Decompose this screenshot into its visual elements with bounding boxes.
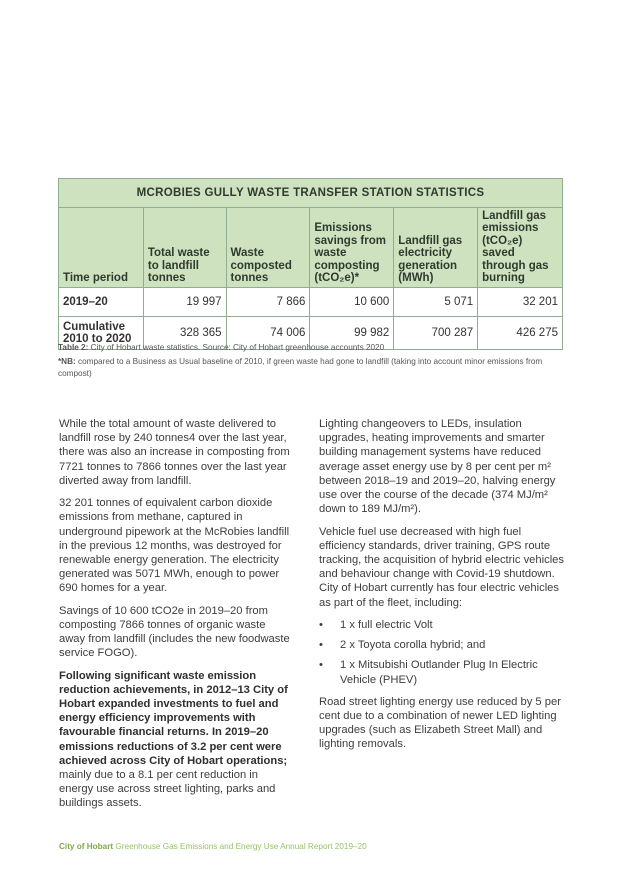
list-item-text: 1 x full electric Volt <box>340 618 433 631</box>
page-footer <box>59 842 367 851</box>
paragraph: Savings of 10 600 tCO2e in 2019–20 from composting 7866 tonnes of organic waste away from landfill (includes the new foodwaste service FOGO). <box>59 604 290 660</box>
table-cell: 19 997 <box>143 288 226 317</box>
list-item <box>319 658 565 686</box>
table-cell: 74 006 <box>226 317 310 350</box>
table-cell: 328 365 <box>143 317 226 350</box>
table-caption <box>58 342 568 382</box>
table-cell: 7 866 <box>226 288 310 317</box>
paragraph: mainly due to a 8.1 per cent reduction in energy use across street lighting, parks and buildings assets. <box>59 769 276 810</box>
header-emissions-savings: Emissions savings from waste composting (tCO₂e)* <box>310 208 394 288</box>
table-cell: 700 287 <box>394 317 478 350</box>
left-text-column <box>59 417 291 819</box>
bold-paragraph: Following significant waste emission reduction achievements, in 2012–13 City of Hobart expanded investments to fuel and energy efficiency improvements with favourable financial returns. In 2019–20 emissions reductions of 3.2 per cent were achieved across City of Hobart operations; <box>59 669 288 767</box>
header-landfill-gas-electricity: Landfill gas electricity generation (MWh) <box>394 208 478 288</box>
table-cell: 426 275 <box>478 317 563 350</box>
caption-label: Table 2: <box>58 343 89 352</box>
table-title-row <box>59 179 563 208</box>
paragraph: Road street lighting energy use reduced by 5 per cent due to a combination of newer LED lighting upgrades (such as Elizabeth Street Mall) and lighting removals. <box>319 695 561 751</box>
waste-statistics-table <box>58 178 563 350</box>
list-item <box>319 638 565 652</box>
header-time-period: Time period <box>59 208 144 288</box>
table-title: MCROBIES GULLY WASTE TRANSFER STATION STATISTICS <box>59 179 563 208</box>
right-text-column <box>319 417 565 760</box>
paragraph: 32 201 tonnes of equivalent carbon dioxide emissions from methane, captured in underground pipework at the McRobies landfill in the previous 12 months, was destroyed for renewable energy generation. The electricity generated was 5071 MWh, enough to power 690 homes for a year. <box>59 497 290 595</box>
table-header-row <box>59 208 563 288</box>
list-item <box>319 618 565 632</box>
table-cell: 10 600 <box>310 288 394 317</box>
table-cell: 32 201 <box>478 288 563 317</box>
vehicle-list <box>319 618 565 687</box>
caption-nb-text: compared to a Business as Usual baseline of 2010, if green waste had gone to landfill (taking into account minor emissions from compost) <box>58 356 543 378</box>
paragraph: Lighting changeovers to LEDs, insulation upgrades, heating improvements and smarter building management systems have reduced average asset energy use by 8 per cent per m² between 2018–19 and 2019–20, halving energy use over the course of the decade (374 MJ/m² down to 189 MJ/m²). <box>319 418 556 516</box>
bullet-icon: • <box>319 639 323 652</box>
header-waste-composted: Waste composted tonnes <box>226 208 310 288</box>
footer-org: City of Hobart <box>59 842 114 851</box>
header-total-waste: Total waste to landfill tonnes <box>143 208 226 288</box>
row-period: Cumulative 2010 to 2020 <box>59 317 144 350</box>
table-cell: 99 982 <box>310 317 394 350</box>
header-landfill-gas-emissions: Landfill gas emissions (tCO₂e) saved through gas burning <box>478 208 563 288</box>
footer-title: Greenhouse Gas Emissions and Energy Use Annual Report 2019–20 <box>115 842 367 851</box>
caption-nb-label: *NB: <box>58 356 76 366</box>
bullet-icon: • <box>319 659 323 672</box>
paragraph: Vehicle fuel use decreased with high fuel efficiency standards, driver training, GPS route tracking, the acquisition of hybrid electric vehicles and behaviour change with Covid-19 shutdown. City of Hobart currently has four electric vehicles as part of the fleet, including: <box>319 525 564 609</box>
table-row <box>59 288 563 317</box>
caption-line <box>58 342 568 354</box>
caption-text: City of Hobart waste statistics. Source: City of Hobart greenhouse accounts 2020 <box>90 343 385 352</box>
list-item-text: 2 x Toyota corolla hybrid; and <box>340 639 486 652</box>
bullet-icon: • <box>319 618 323 631</box>
list-item-text: 1 x Mitsubishi Outlander Plug In Electric Vehicle (PHEV) <box>340 659 538 686</box>
caption-nb <box>58 356 568 380</box>
table-cell: 5 071 <box>394 288 478 317</box>
row-period: 2019–20 <box>59 288 144 317</box>
paragraph: While the total amount of waste delivered to landfill rose by 240 tonnes4 over the last year, there was also an increase in composting from 7721 tonnes to 7866 tonnes over the last year diverted away from landfill. <box>59 418 290 487</box>
